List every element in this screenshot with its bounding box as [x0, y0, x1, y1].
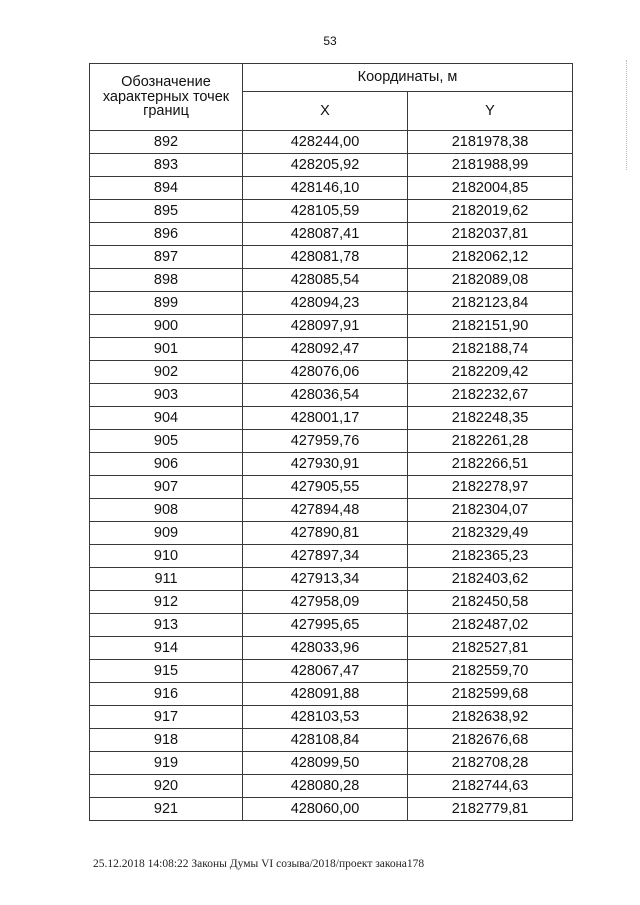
cell-y: 2182019,62 [408, 200, 573, 223]
cell-y: 2182487,02 [408, 614, 573, 637]
cell-x: 428033,96 [243, 637, 408, 660]
table-row [90, 177, 573, 200]
cell-x: 428036,54 [243, 384, 408, 407]
table-row [90, 154, 573, 177]
cell-y: 2182329,49 [408, 522, 573, 545]
cell-x: 428094,23 [243, 292, 408, 315]
table-row [90, 545, 573, 568]
cell-x: 428076,06 [243, 361, 408, 384]
cell-y: 2182365,23 [408, 545, 573, 568]
cell-point: 899 [90, 292, 243, 315]
cell-x: 428097,91 [243, 315, 408, 338]
table-row [90, 361, 573, 384]
table-row [90, 476, 573, 499]
cell-point: 902 [90, 361, 243, 384]
cell-point: 894 [90, 177, 243, 200]
table-row [90, 775, 573, 798]
cell-point: 909 [90, 522, 243, 545]
cell-point: 903 [90, 384, 243, 407]
cell-x: 428060,00 [243, 798, 408, 821]
cell-point: 919 [90, 752, 243, 775]
table-row [90, 752, 573, 775]
table-row [90, 407, 573, 430]
cell-y: 2182188,74 [408, 338, 573, 361]
cell-x: 428080,28 [243, 775, 408, 798]
table-row [90, 683, 573, 706]
cell-y: 2182261,28 [408, 430, 573, 453]
cell-y: 2182062,12 [408, 246, 573, 269]
cell-x: 428244,00 [243, 131, 408, 154]
table-row [90, 200, 573, 223]
cell-point: 896 [90, 223, 243, 246]
cell-point: 901 [90, 338, 243, 361]
cell-point: 895 [90, 200, 243, 223]
scan-edge-mark [626, 60, 629, 170]
cell-point: 914 [90, 637, 243, 660]
header-point-designation: Обозначение характерных точек границ [90, 64, 243, 131]
table-row [90, 499, 573, 522]
table-row [90, 384, 573, 407]
table-row [90, 660, 573, 683]
cell-point: 900 [90, 315, 243, 338]
cell-x: 428091,88 [243, 683, 408, 706]
table-row [90, 131, 573, 154]
cell-y: 2182266,51 [408, 453, 573, 476]
cell-y: 2182599,68 [408, 683, 573, 706]
footer-stamp: 25.12.2018 14:08:22 Законы Думы VI созыва/2018/проект закона178 [93, 858, 425, 870]
cell-y: 2182527,81 [408, 637, 573, 660]
table-row [90, 430, 573, 453]
cell-y: 2182232,67 [408, 384, 573, 407]
cell-point: 915 [90, 660, 243, 683]
header-coordinates-group: Координаты, м [243, 64, 573, 92]
cell-y: 2182779,81 [408, 798, 573, 821]
cell-y: 2182248,35 [408, 407, 573, 430]
cell-y: 2182744,63 [408, 775, 573, 798]
cell-x: 428085,54 [243, 269, 408, 292]
table-row [90, 706, 573, 729]
cell-point: 917 [90, 706, 243, 729]
cell-x: 428067,47 [243, 660, 408, 683]
cell-x: 428146,10 [243, 177, 408, 200]
cell-y: 2181988,99 [408, 154, 573, 177]
cell-y: 2182209,42 [408, 361, 573, 384]
cell-y: 2181978,38 [408, 131, 573, 154]
table-row [90, 269, 573, 292]
cell-x: 428105,59 [243, 200, 408, 223]
cell-x: 428108,84 [243, 729, 408, 752]
cell-y: 2182278,97 [408, 476, 573, 499]
cell-point: 920 [90, 775, 243, 798]
cell-point: 898 [90, 269, 243, 292]
table-row [90, 568, 573, 591]
cell-point: 912 [90, 591, 243, 614]
cell-y: 2182403,62 [408, 568, 573, 591]
cell-x: 428092,47 [243, 338, 408, 361]
cell-y: 2182708,28 [408, 752, 573, 775]
cell-x: 427894,48 [243, 499, 408, 522]
table-row [90, 591, 573, 614]
table-row [90, 453, 573, 476]
cell-point: 905 [90, 430, 243, 453]
cell-point: 893 [90, 154, 243, 177]
cell-x: 427959,76 [243, 430, 408, 453]
page-number: 53 [323, 34, 337, 48]
cell-x: 428081,78 [243, 246, 408, 269]
cell-y: 2182089,08 [408, 269, 573, 292]
cell-x: 428001,17 [243, 407, 408, 430]
cell-point: 907 [90, 476, 243, 499]
cell-point: 913 [90, 614, 243, 637]
cell-point: 911 [90, 568, 243, 591]
cell-y: 2182559,70 [408, 660, 573, 683]
cell-y: 2182004,85 [408, 177, 573, 200]
cell-x: 427930,91 [243, 453, 408, 476]
cell-y: 2182450,58 [408, 591, 573, 614]
table-row [90, 246, 573, 269]
table-row [90, 338, 573, 361]
cell-y: 2182304,07 [408, 499, 573, 522]
cell-x: 428087,41 [243, 223, 408, 246]
header-x: X [243, 92, 408, 131]
table-row [90, 637, 573, 660]
header-y: Y [408, 92, 573, 131]
cell-x: 427995,65 [243, 614, 408, 637]
table-row [90, 315, 573, 338]
cell-x: 428099,50 [243, 752, 408, 775]
cell-y: 2182676,68 [408, 729, 573, 752]
cell-y: 2182123,84 [408, 292, 573, 315]
table-row [90, 522, 573, 545]
cell-x: 428103,53 [243, 706, 408, 729]
cell-point: 910 [90, 545, 243, 568]
cell-point: 897 [90, 246, 243, 269]
table-body [90, 131, 573, 821]
cell-x: 427958,09 [243, 591, 408, 614]
table-row [90, 614, 573, 637]
cell-point: 916 [90, 683, 243, 706]
cell-point: 921 [90, 798, 243, 821]
table-row [90, 292, 573, 315]
cell-point: 918 [90, 729, 243, 752]
table-row [90, 798, 573, 821]
cell-point: 906 [90, 453, 243, 476]
cell-point: 892 [90, 131, 243, 154]
cell-y: 2182037,81 [408, 223, 573, 246]
table-row [90, 729, 573, 752]
cell-x: 427913,34 [243, 568, 408, 591]
cell-x: 427890,81 [243, 522, 408, 545]
cell-point: 904 [90, 407, 243, 430]
cell-x: 427897,34 [243, 545, 408, 568]
cell-y: 2182151,90 [408, 315, 573, 338]
table-row [90, 223, 573, 246]
cell-x: 427905,55 [243, 476, 408, 499]
cell-y: 2182638,92 [408, 706, 573, 729]
cell-x: 428205,92 [243, 154, 408, 177]
coordinates-table [89, 63, 573, 821]
cell-point: 908 [90, 499, 243, 522]
